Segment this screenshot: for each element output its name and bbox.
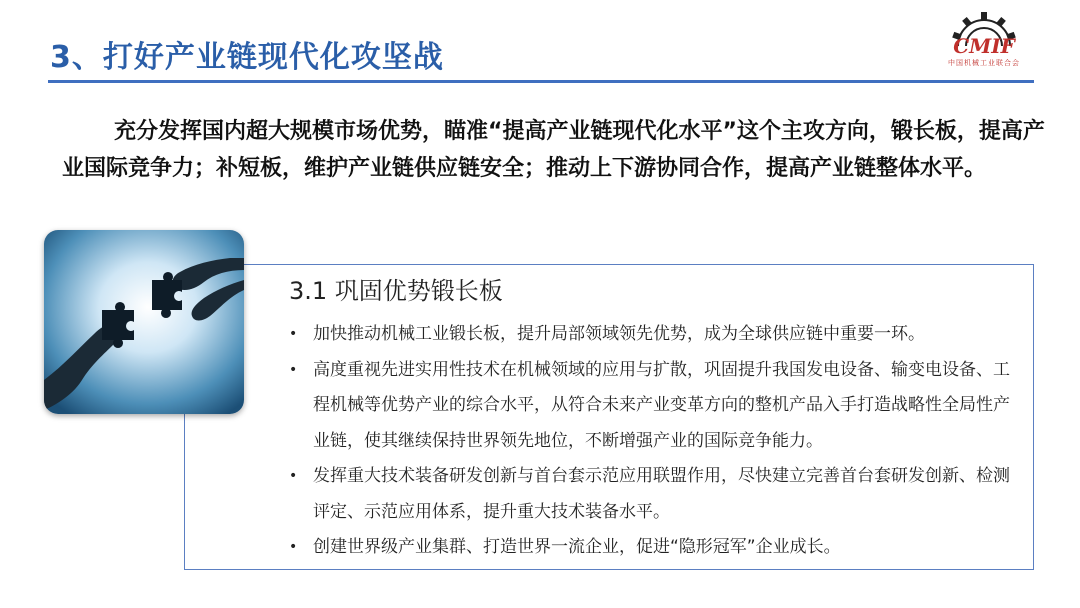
title-underline: [48, 80, 1034, 83]
logo-text: CMIF: [953, 34, 1015, 58]
list-item: • 创建世界级产业集群、打造世界一流企业，促进“隐形冠军”企业成长。: [283, 530, 1019, 566]
bullet-icon: •: [289, 468, 298, 484]
bullet-icon: •: [289, 539, 298, 555]
bullet-icon: •: [289, 326, 298, 342]
bullet-icon: •: [289, 361, 298, 378]
list-item: • 发挥重大技术装备研发创新与首台套示范应用联盟作用，尽快建立完善首台套研发创新、检测评定、示范应用体系，提升重大技术装备水平。: [283, 459, 1019, 530]
logo-caption: 中国机械工业联合会: [948, 59, 1020, 67]
list-item: • 加快推动机械工业锻长板，提升局部领域领先优势，成为全球供应链中重要一环。: [283, 317, 1019, 353]
puzzle-hands-icon: [44, 230, 244, 414]
bullet-list: [283, 317, 1019, 566]
section-panel: [184, 264, 1034, 570]
section-title: 3.1 巩固优势锻长板: [289, 277, 503, 305]
puzzle-hands-image: [44, 230, 244, 414]
intro-paragraph: 充分发挥国内超大规模市场优势，瞄准“提高产业链现代化水平”这个主攻方向，锻长板，提高产业国际竞争力；补短板，维护产业链供应链安全；推动上下游协同合作，提高产业链整体水平。: [62, 119, 1045, 181]
list-item: • 高度重视先进实用性技术在机械领域的应用与扩散，巩固提升我国发电设备、输变电设备、工程机械等优势产业的综合水平，从符合未来产业变革方向的整机产品入手打造战略性全局性产业链，使其继续保持世界领先地位，不断增强产业的国际竞争能力。: [283, 353, 1019, 460]
slide-title: 3、打好产业链现代化攻坚战: [50, 40, 444, 75]
